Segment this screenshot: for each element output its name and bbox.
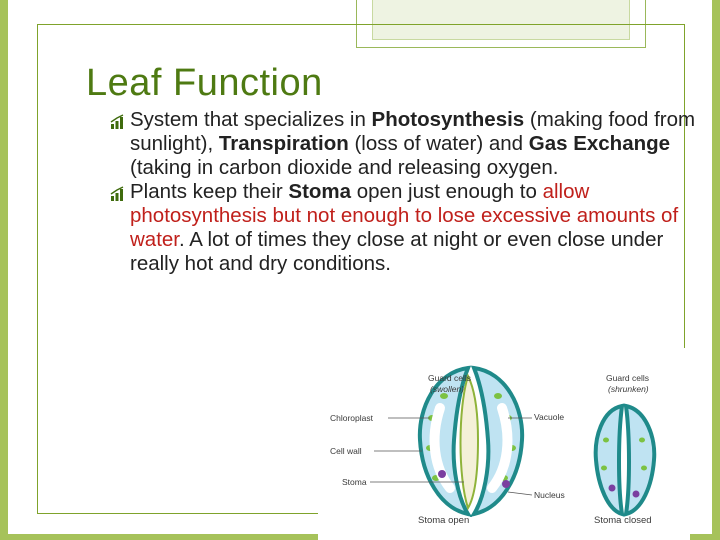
closed-stoma-illustration (596, 406, 655, 514)
left-guard-cell-closed (596, 406, 622, 514)
slide-title: Leaf Function (86, 62, 323, 104)
bullet-text-segment: (making food from sunlight), (130, 108, 696, 155)
label-stoma-open: Stoma open (418, 515, 470, 526)
label-guard-cells-swollen: Guard cells (428, 373, 471, 383)
bullet-text-segment: Stoma (288, 180, 352, 203)
label-nucleus: Nucleus (534, 490, 565, 500)
chart-bars-icon (110, 112, 126, 128)
bullet-text-segment: System that specializes in (130, 108, 372, 131)
bullet-list (108, 108, 708, 276)
label-cell-wall: Cell wall (330, 446, 362, 456)
label-chloroplast: Chloroplast (330, 413, 373, 423)
label-stoma-closed: Stoma closed (594, 515, 652, 526)
open-pore (461, 376, 479, 508)
bullet-text-segment: open just enough to (351, 180, 543, 203)
label-guard-cells-shrunken: Guard cells (606, 373, 649, 383)
bullet-item (108, 108, 708, 180)
label-vacuole: Vacuole (534, 412, 565, 422)
right-guard-cell-closed (626, 406, 654, 514)
bullet-text-segment: Transpiration (218, 132, 349, 155)
bullet-text-segment: . A lot of times they close at night or even close under really hot and dry conditions. (130, 228, 664, 275)
bullet-text-segment: Photosynthesis (371, 108, 525, 131)
chart-bars-icon (110, 184, 126, 200)
bullet-text-segment: allow photosynthesis but not enough to lose excessive amounts of water (130, 180, 679, 251)
right-border-band (712, 0, 720, 540)
label-shrunken: (shrunken) (608, 384, 649, 394)
bullet-text-segment: (taking in carbon dioxide and releasing oxygen. (130, 156, 559, 179)
bullet-text-segment: (loss of water) and (348, 132, 529, 155)
label-stoma: Stoma (342, 477, 367, 487)
left-border-band (0, 0, 8, 540)
label-swollen: (swollen) (430, 384, 465, 394)
right-guard-cell-open (474, 368, 522, 514)
stoma-diagram (318, 348, 690, 540)
bullet-item (108, 180, 708, 276)
bullet-text-segment: Plants keep their (130, 180, 289, 203)
bullet-text-segment: Gas Exchange (528, 132, 671, 155)
